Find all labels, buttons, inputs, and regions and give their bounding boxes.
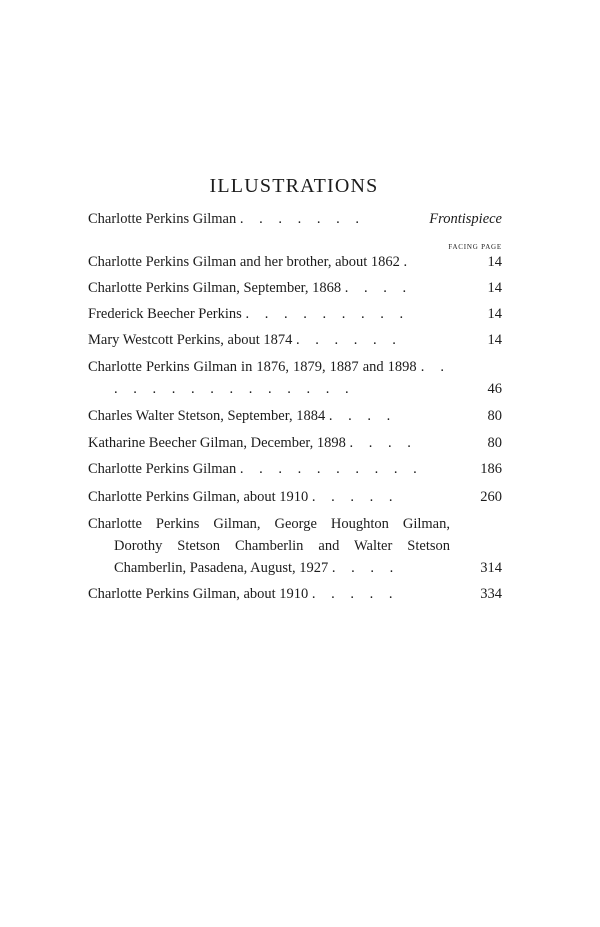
list-item bbox=[88, 513, 502, 579]
column-header: FACING PAGE bbox=[448, 243, 502, 251]
entry-caption: Charlotte Perkins Gilman, George Houghton Gilman, Dorothy Stetson Chamberlin and Walter Stetson Chamberlin, Pasadena, August, 1927 bbox=[88, 516, 450, 576]
dot-leader: . . . . bbox=[344, 280, 413, 296]
list-item-frontispiece bbox=[88, 208, 502, 230]
entry-text bbox=[88, 329, 502, 351]
entry-page: 80 bbox=[487, 435, 502, 451]
page-title: ILLUSTRATIONS bbox=[209, 175, 379, 197]
entry-page: 334 bbox=[480, 586, 502, 602]
dot-leader: . . . . . . . bbox=[239, 211, 365, 227]
dot-leader: . . . . . . . . . . bbox=[239, 461, 423, 477]
entry-caption: Charlotte Perkins Gilman bbox=[88, 211, 237, 227]
entry-text bbox=[88, 432, 502, 454]
entry-caption: Charlotte Perkins Gilman, September, 1868 bbox=[88, 280, 342, 296]
dot-leader: . . . . . . . . . . . . . . . bbox=[114, 359, 451, 397]
entry-page: 186 bbox=[480, 461, 502, 477]
list-item bbox=[88, 583, 502, 605]
entry-page: 80 bbox=[487, 408, 502, 424]
entry-page: 14 bbox=[487, 306, 502, 322]
entry-text bbox=[88, 277, 502, 299]
list-item bbox=[88, 432, 502, 454]
entry-page: 14 bbox=[487, 254, 502, 270]
entry-caption: Katharine Beecher Gilman, December, 1898 bbox=[88, 435, 346, 451]
entry-caption: Charlotte Perkins Gilman and her brother, about 1862 bbox=[88, 254, 400, 270]
entry-caption: Charlotte Perkins Gilman, about 1910 bbox=[88, 489, 309, 505]
entry-caption: Charles Walter Stetson, September, 1884 bbox=[88, 408, 326, 424]
dot-leader: . . . . . . bbox=[295, 332, 402, 348]
list-item bbox=[88, 251, 502, 273]
dot-leader: . . . . . bbox=[311, 489, 399, 505]
dot-leader: . . . . . bbox=[311, 586, 399, 602]
entry-page: 314 bbox=[480, 560, 502, 576]
dot-leader: . . . . bbox=[349, 435, 417, 451]
list-item bbox=[88, 303, 502, 325]
entry-text bbox=[88, 513, 502, 579]
dot-leader: . . . . bbox=[328, 408, 397, 424]
entry-caption: Charlotte Perkins Gilman in 1876, 1879, 1887 and 1898 bbox=[88, 359, 417, 375]
entry-caption: Mary Westcott Perkins, about 1874 bbox=[88, 332, 293, 348]
dot-leader: . . . . bbox=[331, 560, 400, 576]
entry-text bbox=[88, 486, 502, 508]
entry-page: Frontispiece bbox=[429, 211, 502, 227]
entry-text bbox=[88, 356, 502, 400]
dot-leader: . bbox=[403, 254, 414, 270]
entry-text bbox=[88, 405, 502, 427]
list-item bbox=[88, 329, 502, 351]
entry-page: 14 bbox=[487, 332, 502, 348]
list-item bbox=[88, 486, 502, 508]
list-item bbox=[88, 356, 502, 400]
list-item bbox=[88, 458, 502, 480]
list-item bbox=[88, 405, 502, 427]
entry-caption: Charlotte Perkins Gilman, about 1910 bbox=[88, 586, 309, 602]
entry-page: 260 bbox=[480, 489, 502, 505]
entry-text bbox=[88, 583, 502, 605]
entry-text bbox=[88, 303, 502, 325]
entry-text bbox=[88, 251, 502, 273]
entry-page: 14 bbox=[487, 280, 502, 296]
entry-page: 46 bbox=[487, 381, 502, 397]
entry-caption: Frederick Beecher Perkins bbox=[88, 306, 242, 322]
entry-caption: Charlotte Perkins Gilman bbox=[88, 461, 237, 477]
dot-leader: . . . . . . . . . bbox=[245, 306, 410, 322]
list-item bbox=[88, 277, 502, 299]
entry-text bbox=[88, 458, 502, 480]
